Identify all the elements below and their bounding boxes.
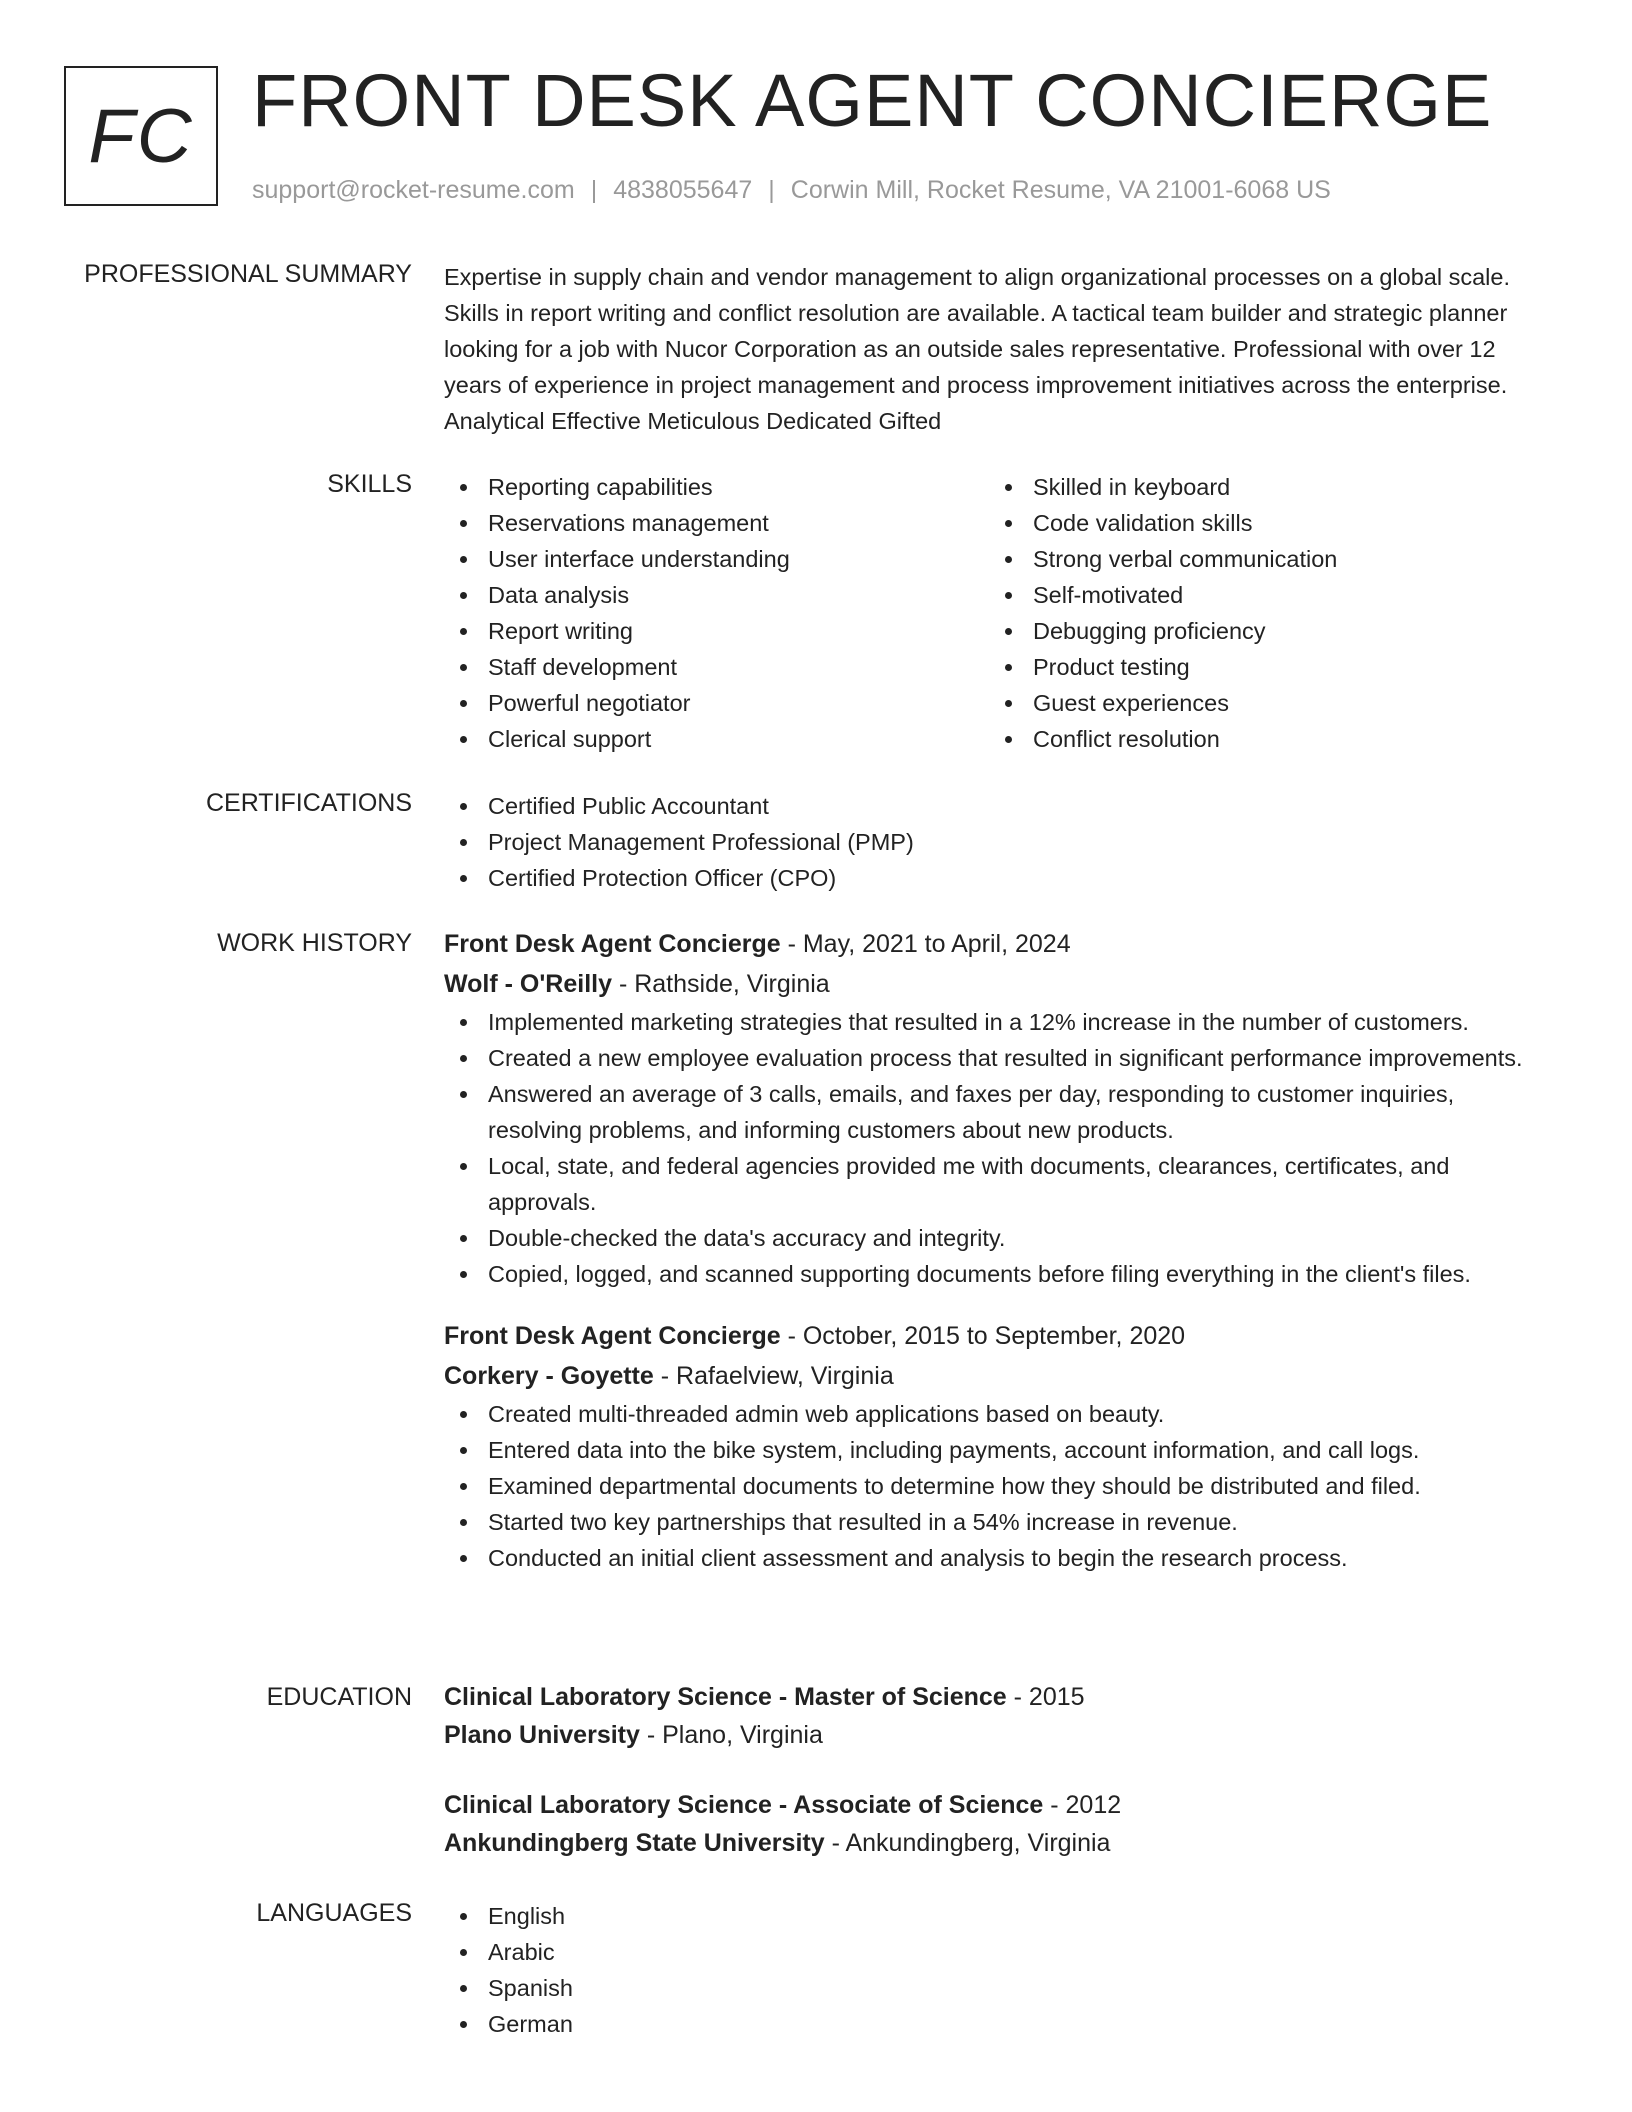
skill-item: Powerful negotiator	[444, 685, 989, 721]
education-degree-line	[444, 1786, 1534, 1824]
skill-item: Skilled in keyboard	[989, 469, 1534, 505]
skill-item: Conflict resolution	[989, 721, 1534, 757]
job-bullet: Examined departmental documents to determine how they should be distributed and filed.	[444, 1468, 1534, 1504]
section-label-languages: LANGUAGES	[256, 1899, 412, 1927]
job-bullet: Created multi-threaded admin web applications based on beauty.	[444, 1396, 1534, 1432]
contact-phone: 4838055647	[613, 176, 753, 204]
education-school-line	[444, 1716, 1534, 1754]
section-label-skills: SKILLS	[327, 470, 412, 498]
skill-item: Report writing	[444, 613, 989, 649]
education-degree: Clinical Laboratory Science - Associate of Science	[444, 1791, 1044, 1819]
contact-separator: |	[768, 176, 775, 204]
skill-item: Debugging proficiency	[989, 613, 1534, 649]
job-bullets	[444, 1396, 1534, 1576]
job-bullets	[444, 1004, 1534, 1292]
language-item: German	[444, 2006, 1534, 2042]
skill-item: Self-motivated	[989, 577, 1534, 613]
job-bullet: Answered an average of 3 calls, emails, and faxes per day, responding to customer inquiries, resolving problems, and informing customers about new products.	[444, 1076, 1534, 1148]
education-year: - 2015	[1006, 1683, 1085, 1711]
education-degree: Clinical Laboratory Science - Master of Science	[444, 1683, 1007, 1711]
education-school: Ankundingberg State University	[444, 1829, 825, 1857]
job-company-line	[444, 1356, 1534, 1396]
candidate-name: FRONT DESK AGENT CONCIERGE	[252, 59, 1493, 142]
job-bullet: Started two key partnerships that resulted in a 54% increase in revenue.	[444, 1504, 1534, 1540]
certification-item: Project Management Professional (PMP)	[444, 824, 1534, 860]
education-school-line	[444, 1824, 1534, 1862]
section-label-summary: PROFESSIONAL SUMMARY	[84, 260, 412, 288]
education-body	[444, 1678, 1534, 1862]
language-item: Spanish	[444, 1970, 1534, 2006]
contact-separator: |	[590, 176, 598, 204]
job-dates: - May, 2021 to April, 2024	[780, 930, 1071, 958]
skill-item: Clerical support	[444, 721, 989, 757]
education-degree-line	[444, 1678, 1534, 1716]
language-item: Arabic	[444, 1934, 1534, 1970]
contact-email: support@rocket-resume.com	[252, 176, 575, 204]
job-bullet: Implemented marketing strategies that resulted in a 12% increase in the number of customers.	[444, 1004, 1534, 1040]
job-company: Wolf - O'Reilly	[444, 970, 612, 998]
language-item: English	[444, 1898, 1534, 1934]
skill-item: User interface understanding	[444, 541, 989, 577]
job-location: - Rafaelview, Virginia	[653, 1362, 894, 1390]
skill-item: Strong verbal communication	[989, 541, 1534, 577]
section-label-education: EDUCATION	[266, 1683, 412, 1711]
job-bullet: Conducted an initial client assessment and analysis to begin the research process.	[444, 1540, 1534, 1576]
skill-item: Product testing	[989, 649, 1534, 685]
job-bullet: Entered data into the bike system, including payments, account information, and call logs.	[444, 1432, 1534, 1468]
education-school: Plano University	[444, 1721, 640, 1749]
contact-line	[252, 174, 1331, 206]
job-title-line	[444, 1316, 1534, 1356]
certifications-list	[444, 788, 1534, 896]
job-bullet: Copied, logged, and scanned supporting documents before filing everything in the client's files.	[444, 1256, 1534, 1292]
certification-item: Certified Public Accountant	[444, 788, 1534, 824]
education-location: - Ankundingberg, Virginia	[824, 1829, 1111, 1857]
education-entry	[444, 1786, 1534, 1862]
skills-list-right	[989, 469, 1534, 757]
work-history-body	[444, 924, 1534, 1576]
job-title: Front Desk Agent Concierge	[444, 1322, 781, 1350]
monogram-initials: FC	[64, 66, 218, 206]
job-entry	[444, 924, 1534, 1292]
job-title: Front Desk Agent Concierge	[444, 930, 781, 958]
job-location: - Rathside, Virginia	[612, 970, 830, 998]
languages-list	[444, 1898, 1534, 2042]
contact-address: Corwin Mill, Rocket Resume, VA 21001-6068 US	[790, 176, 1331, 204]
education-year: - 2012	[1043, 1791, 1122, 1819]
education-location: - Plano, Virginia	[639, 1721, 823, 1749]
certification-item: Certified Protection Officer (CPO)	[444, 860, 1534, 896]
section-label-work-history: WORK HISTORY	[217, 929, 412, 957]
skill-item: Guest experiences	[989, 685, 1534, 721]
skills-list-left	[444, 469, 989, 757]
section-label-certifications: CERTIFICATIONS	[205, 789, 412, 817]
languages-body	[444, 1898, 1534, 2042]
skill-item: Staff development	[444, 649, 989, 685]
job-company-line	[444, 964, 1534, 1004]
job-entry	[444, 1316, 1534, 1576]
certifications-body	[444, 788, 1534, 896]
job-company: Corkery - Goyette	[444, 1362, 654, 1390]
job-bullet: Double-checked the data's accuracy and integrity.	[444, 1220, 1534, 1256]
job-bullet: Created a new employee evaluation process that resulted in significant performance improvements.	[444, 1040, 1534, 1076]
education-entry	[444, 1678, 1534, 1754]
summary-text: Expertise in supply chain and vendor management to align organizational processes on a global scale. Skills in report writing and conflict resolution are available. A tactical team builder and strategic planner looking for a job with Nucor Corporation as an outside sales representative. Professional with over 12 years of experience in project management and process improvement initiatives across the enterprise. Analytical Effective Meticulous Dedicated Gifted	[444, 264, 1510, 434]
skill-item: Reporting capabilities	[444, 469, 989, 505]
job-title-line	[444, 924, 1534, 964]
skill-item: Code validation skills	[989, 505, 1534, 541]
skill-item: Reservations management	[444, 505, 989, 541]
job-bullet: Local, state, and federal agencies provided me with documents, clearances, certificates, and approvals.	[444, 1148, 1534, 1220]
skills-columns	[444, 469, 1534, 757]
skill-item: Data analysis	[444, 577, 989, 613]
job-dates: - October, 2015 to September, 2020	[780, 1322, 1186, 1350]
